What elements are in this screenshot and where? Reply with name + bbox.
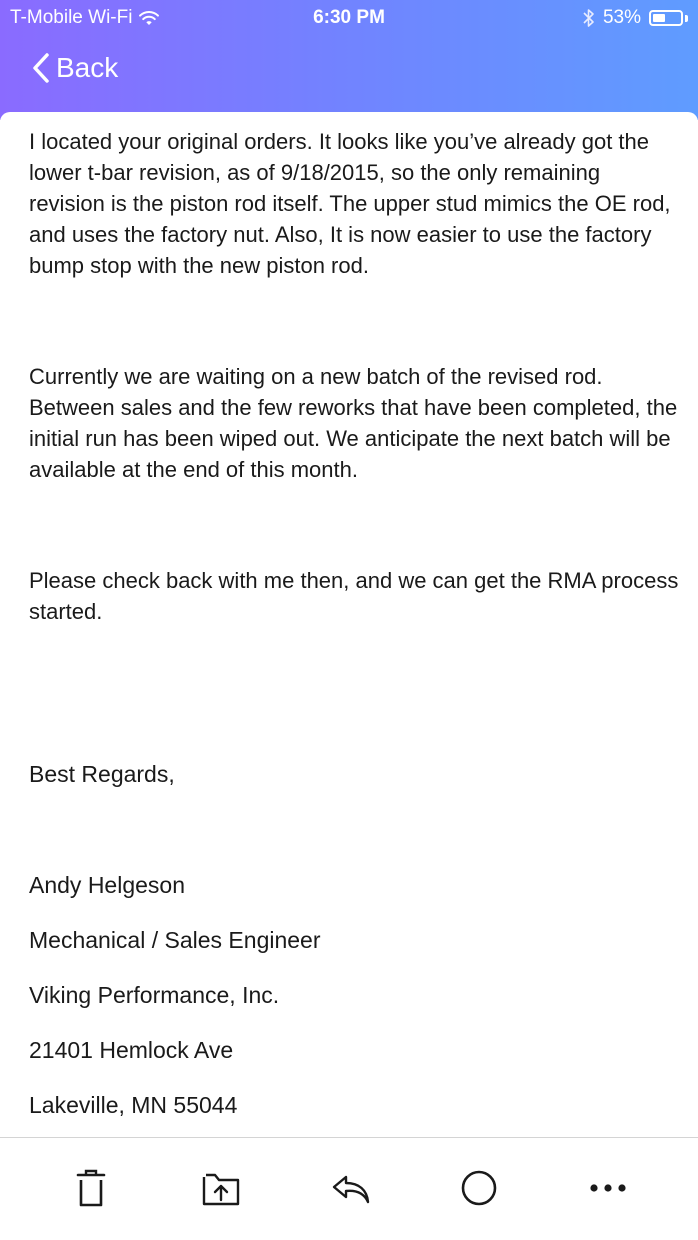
battery-icon — [649, 10, 683, 26]
circle-icon — [460, 1169, 498, 1207]
clock: 6:30 PM — [313, 7, 385, 28]
signature-name: Andy Helgeson — [29, 872, 185, 898]
back-button[interactable] — [32, 52, 118, 84]
chevron-left-icon — [32, 52, 50, 84]
trash-icon — [74, 1168, 108, 1208]
move-to-folder-icon — [201, 1169, 241, 1207]
move-button[interactable] — [199, 1166, 243, 1210]
status-right — [583, 7, 688, 29]
signature-company: Viking Performance, Inc. — [29, 982, 280, 1008]
paragraph: Please check back with me then, and we can get the RMA process started. — [29, 568, 679, 624]
closing: Best Regards, — [29, 761, 175, 787]
battery-percent: 53% — [602, 7, 641, 28]
signature-street: 21401 Hemlock Ave — [29, 1037, 234, 1063]
paragraph: Currently we are waiting on a new batch of the revised rod. Between sales and the few reworks that have been completed, the initial run has been wiped out. We anticipate the next batch will be available at the end of this month. — [29, 364, 678, 482]
battery-tip — [685, 15, 688, 22]
paragraph: I located your original orders. It looks like you’ve already got the lower t-bar revision, as of 9/18/2015, so the only remaining revision is the piston rod itself. The upper stud mimics the OE rod, and uses the factory nut. Also, It is now easier to use the factory bump stop with the new piston rod. — [29, 129, 671, 278]
more-button[interactable] — [586, 1166, 630, 1210]
back-label: Back — [56, 52, 119, 83]
carrier-label: T-Mobile Wi-Fi — [10, 7, 133, 28]
signature-city: Lakeville, MN 55044 — [29, 1092, 238, 1118]
status-bar — [0, 0, 698, 36]
mark-button[interactable] — [457, 1166, 501, 1210]
bottom-toolbar — [0, 1138, 698, 1240]
more-icon — [588, 1183, 628, 1193]
reply-button[interactable] — [329, 1166, 373, 1210]
delete-button[interactable] — [69, 1166, 113, 1210]
message-body — [29, 122, 679, 627]
bluetooth-icon — [583, 8, 595, 28]
reply-icon — [330, 1171, 372, 1205]
signature-title: Mechanical / Sales Engineer — [29, 927, 321, 953]
